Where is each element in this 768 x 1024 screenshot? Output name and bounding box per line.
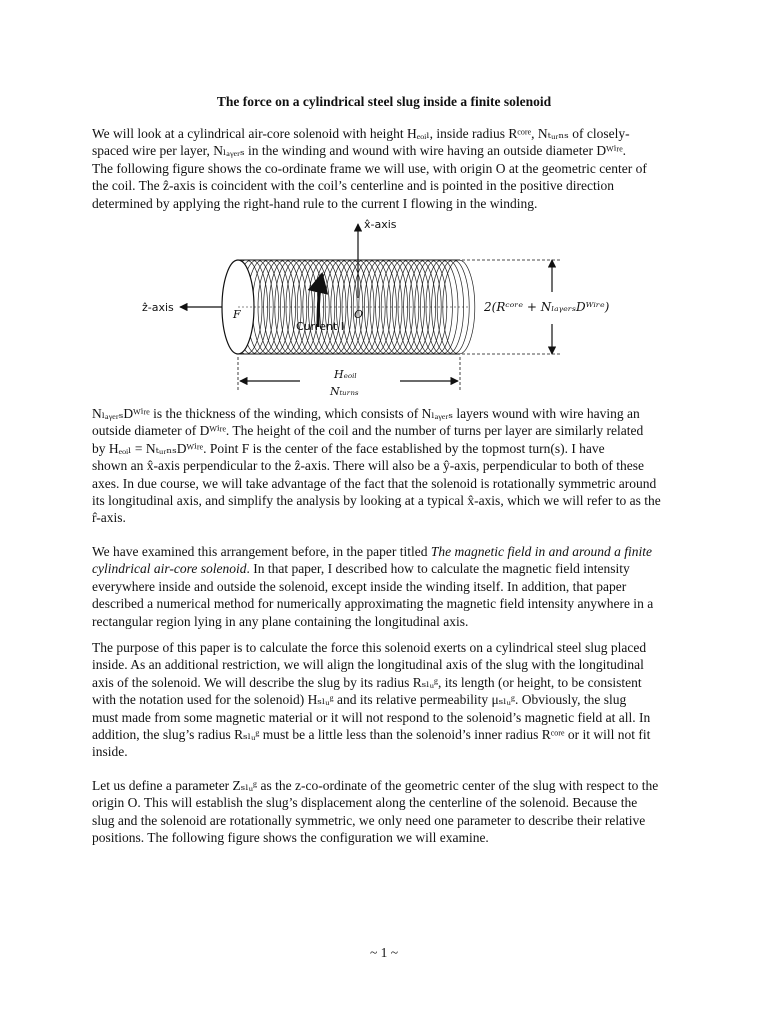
text-line: the coil. The ẑ-axis is coincident with the coil’s centerline and is pointed in the positive direction <box>92 178 614 194</box>
text-line: addition, the slug’s radius Rₛₗᵤᵍ must be a little less than the solenoid’s inner radius Rᶜᵒʳᵉ or it will not fit <box>92 727 651 743</box>
text-line: The purpose of this paper is to calculate the force this solenoid exerts on a cylindrical steel slug placed <box>92 640 647 655</box>
z-axis-label: ẑ-axis <box>142 301 174 314</box>
text-line: The following figure shows the co-ordinate frame we will use, with origin O at the geometric center of <box>92 160 647 176</box>
paragraph-intro <box>92 125 692 212</box>
text-line: its longitudinal axis, and simplify the analysis by looking at a typical x̂-axis, which we will refer to as the <box>92 493 661 509</box>
x-axis-label: x̂-axis <box>364 218 397 231</box>
text-fragment: . In that paper, I described how to calculate the magnetic field intensity <box>246 561 630 577</box>
text-line: NₗₐᵧₑᵣₛDᵂⁱʳᵉ is the thickness of the winding, which consists of Nₗₐᵧₑᵣₛ layers wound with wire having an <box>92 406 640 421</box>
diameter-label: 2(Rᶜᵒʳᵉ + NₗₐᵧₑᵣₛDᵂⁱʳᵉ) <box>484 300 610 314</box>
text-line: must made from some magnetic material or it will not respond to the solenoid’s magnetic field at all. In <box>92 709 651 725</box>
cited-title-part2: cylindrical air-core solenoid <box>92 561 247 577</box>
text-line: rectangular region lying in any plane containing the longitudinal axis. <box>92 613 469 629</box>
text-line: with the notation used for the solenoid) Hₛₗᵤᵍ and its relative permeability μₛₗᵤᵍ. Obviously, the slug <box>92 692 627 708</box>
text-line: r̂-axis. <box>92 510 126 526</box>
text-line: inside. <box>92 744 128 760</box>
text-line: determined by applying the right-hand rule to the current I flowing in the winding. <box>92 195 538 211</box>
paper-title: The force on a cylindrical steel slug inside a finite solenoid <box>216 94 552 109</box>
text-line: outside diameter of Dᵂⁱʳᵉ. The height of the coil and the number of turns per layer are similarly related <box>92 423 644 439</box>
paragraph-winding <box>92 405 692 527</box>
text-line: by Hₑₒᵢₗ = NₜᵤᵣₙₛDᵂⁱʳᵉ. Point F is the center of the face established by the topmost turn(s). I have <box>92 440 605 456</box>
text-line: Let us define a parameter Zₛₗᵤᵍ as the z-co-ordinate of the geometric center of the slug with respect to the <box>92 778 659 793</box>
text-line: described a numerical method for numerically approximating the magnetic field intensity anywhere in a <box>92 596 654 612</box>
text-fragment: We have examined this arrangement before, in the paper titled <box>92 544 431 559</box>
text-line: everywhere inside and outside the solenoid, except inside the winding itself. In addition, that paper <box>92 578 627 594</box>
text-line <box>92 543 692 560</box>
turns-label: Nₜᵤᵣₙₛ <box>330 385 359 398</box>
paragraph-purpose <box>92 639 692 761</box>
height-label: Hₑₒᵢₗ <box>334 368 357 381</box>
text-line: positions. The following figure shows the configuration we will examine. <box>92 830 489 846</box>
text-line: origin O. This will establish the slug’s displacement along the centerline of the solenoid. Because the <box>92 795 638 811</box>
text-line: spaced wire per layer, Nₗₐᵧₑᵣₛ in the winding and wound with wire having an outside diameter Dᵂⁱʳᵉ. <box>92 143 627 159</box>
solenoid-figure <box>0 212 768 407</box>
text-line: axes. In due course, we will take advantage of the fact that the solenoid is rotationally symmetric around <box>92 475 657 491</box>
paragraph-prior-paper <box>92 543 692 630</box>
paragraph-parameter <box>92 777 692 847</box>
cited-title-part1: The magnetic field in and around a finite <box>430 544 653 559</box>
page-number: ~ 1 ~ <box>369 945 399 960</box>
point-o-label: O <box>354 308 364 321</box>
text-line: inside. As an additional restriction, we will align the longitudinal axis of the slug with the longitudinal <box>92 657 644 673</box>
text-line <box>92 560 692 577</box>
text-line: axis of the solenoid. We will describe the slug by its radius Rₛₗᵤᵍ, its length (or height, to be consistent <box>92 674 642 690</box>
point-f-label: F <box>233 308 241 321</box>
text-line: shown an x̂-axis perpendicular to the ẑ-axis. There will also be a ŷ-axis, perpendicular to both of these <box>92 458 644 474</box>
text-line: We will look at a cylindrical air-core solenoid with height Hₑₒᵢₗ, inside radius Rᶜᵒʳᵉ, Nₜᵤᵣₙₛ of closely- <box>92 126 630 141</box>
solenoid-diagram <box>0 212 768 407</box>
text-line: slug and the solenoid are rotationally symmetric, we only need one parameter to describe their relative <box>92 812 646 828</box>
current-label: Current I <box>296 320 345 333</box>
